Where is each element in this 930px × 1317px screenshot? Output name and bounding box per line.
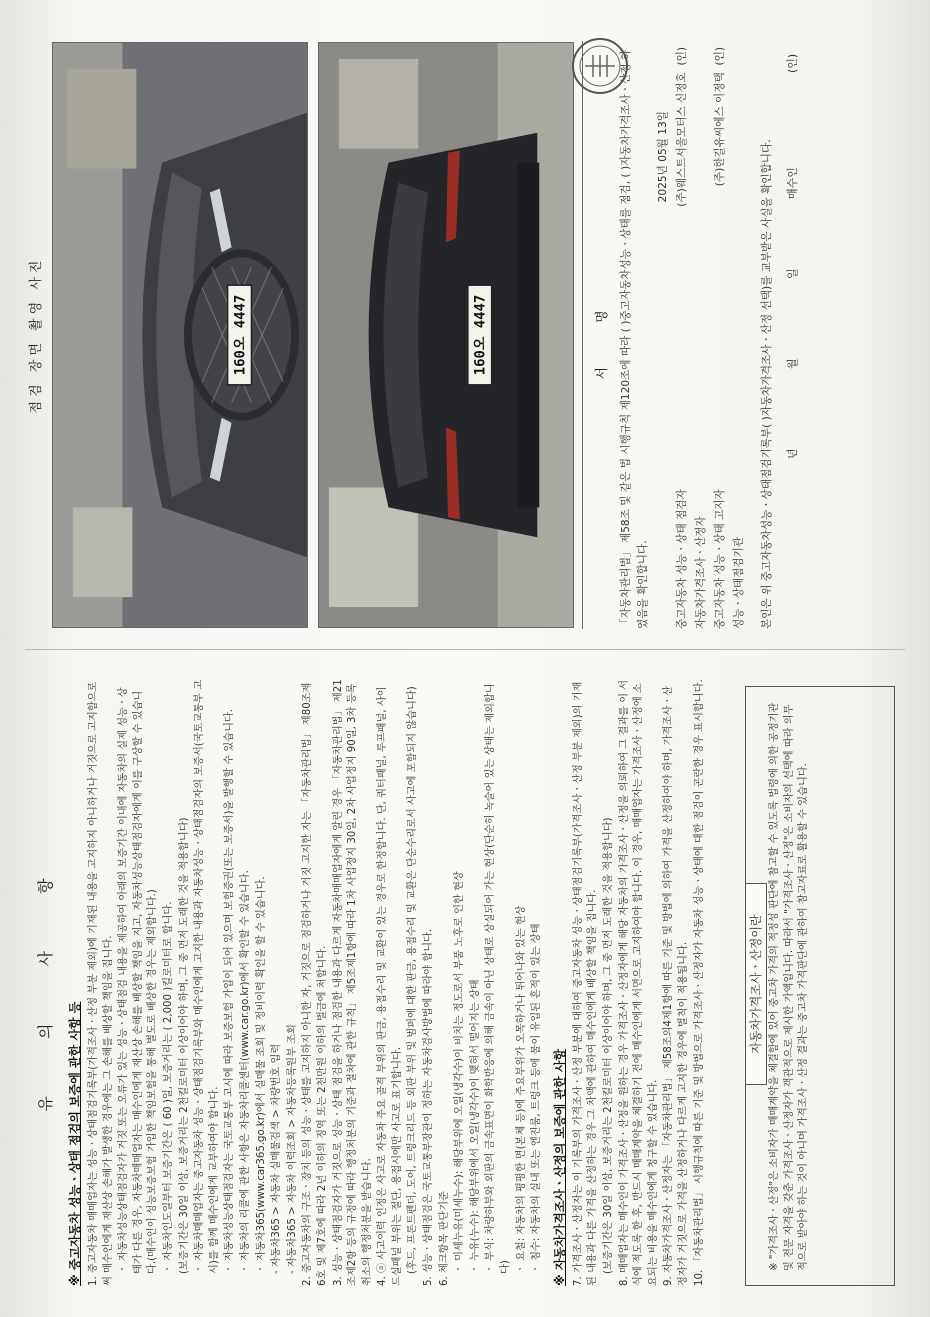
- signature-row-value: (주)웨스트서울모터스 신정호: [676, 72, 688, 207]
- official-seal-icon: [571, 37, 629, 95]
- month-label: 월: [786, 358, 799, 369]
- photo-signature-panel: [15, 35, 915, 635]
- price-info-box-text: ※ "가격조사ㆍ산정"은 소비자가 매매계약을 체결함에 있어 중고차 가격의 적정성 판단에 참고할 수 있도록 법령에 의한 공정기관 및 전문 자격을 갖춘 가격조사ㆍ산정자가 객관적으로 제시한 가액입니다. 따라서 "가격조사ㆍ산정"은 소비자의 선택에 따라 의무적으로 받아야 하는 것이 아니며 가격조사ㆍ산정 결과는 중고차 가격판단에 관하여 참고자료로 활용할 수 있습니다.: [769, 702, 810, 1271]
- signature-row-label: 중고자동차 성능ㆍ상태 고지자: [714, 489, 726, 629]
- notice-item: - 자동차365 > 자동차 이력조회 > 자동차등록원부 조회: [286, 1024, 298, 1274]
- signature-statement: 「자동차관리법」 제58조 및 같은 법 시행규칙 제120조에 따라 ( )중고자동차성능ㆍ상태를 점검, ( )자동차가격조사ㆍ산정 하였음을 확인합니다.: [620, 49, 649, 629]
- notice-list-2: [572, 678, 707, 1286]
- section-2-title: ※ 자동차가격조사ㆍ산정의 보증에 관한 사항: [552, 1048, 567, 1286]
- signature-row-label: 성능ㆍ상태점검기관: [733, 536, 745, 629]
- photo-section-title: 점검 장면 촬영 사진: [29, 256, 44, 414]
- notice-item: (보증기간은 30일 이상, 보증거리는 2천킬로미터 이상이어야 하며, 그 중 먼저 도래한 것을 적용합니다): [178, 817, 190, 1274]
- signature-row-mark: (인): [676, 47, 688, 66]
- notice-item: - 자동차365 > 자동차 실매물검색 > 차량번호 입력: [271, 1043, 283, 1274]
- price-info-box-title: 자동차가격조사ㆍ산정이란: [745, 883, 767, 1085]
- panel-divider: [25, 649, 905, 650]
- notice-item: 10. 「자동차관리법」 시행규칙에 따른 기준 및 방법으로 가격조사ㆍ산정자가 자동차 성능ㆍ상태에 대한 점검이 곤란한 경우 표시합니다.: [693, 679, 705, 1286]
- buyer-mark: (인): [786, 53, 799, 73]
- signature-row: [673, 41, 692, 629]
- notice-item: (보증기간은 30일 이상, 보증거리는 2천킬로미터 이상이어야 하며, 그 중 먼저 도래한 것을 적용합니다): [603, 817, 614, 1274]
- signature-row: [711, 41, 730, 629]
- notice-item: 7. 가격조사ㆍ산정자는 이 기록부의 가격조사ㆍ산정 부분에 대하여 중고자동차 성능ㆍ상태점검기록부(가격조사ㆍ산정 부분 제외)의 기재된 내용과 다른 가격을 산정하는 경우 그 차액에 관하여 매수인에게 배상할 책임을 집니다.: [572, 681, 599, 1286]
- notice-item: 2. 중고자동차의 구조ㆍ장치 등의 성능ㆍ상태를 고지하지 아니한 자, 거짓으로 점검하거나 거짓 고지한 자는 「자동차관리법」 제80조제6호 및 제7호에 따라 2년 이하의 징역 또는 2천만원 이하의 벌금에 처합니다.: [302, 682, 328, 1286]
- notice-item: 1. 중고자동차 매매업자는 성능ㆍ상태점검기록부(가격조사ㆍ산정 부분 제외)에 기재된 내용을 고지하지 아니하거나 거짓으로 고지함으로써 매수인에게 재산상 손해가 발생한 경우에는 그 손해를 배상할 책임을 집니다.: [88, 681, 114, 1286]
- notice-item: ㆍ 누유(누수): 해당부위에서 오일(냉각수)이 맺혀서 떨어지는 상태: [469, 979, 481, 1274]
- notice-item: ㆍ 자동차의 리콜에 관한 사항은 자동차리콜센터(www.car.go.kr)에서 확인할 수 있습니다.: [239, 870, 251, 1274]
- front-photo-image: [53, 43, 307, 627]
- notice-item: ㆍ 미세누유(미세누수): 해당부위에 오일(냉각수)이 비치는 정도로서 부품 노후로 인한 현상: [454, 871, 466, 1274]
- notice-item: 3. 성능ㆍ상태점검자가 거짓으로 성능ㆍ상태 점검을 하거나 점검한 내용과 다르게 자동차매매업자에게 알린 경우 「자동차관리법」 제21조제2항 등의 규정에 따라 행정처분의 기준과 절차에 관한 규칙」 제5조제1항에 따라 1차 사업정지 30일, 2차 사업정지 90일, 3차 등록취소의 행정처분을 받습니다.: [332, 679, 373, 1286]
- notice-item: 9. 자동차가격조사ㆍ산정자는 「자동차관리법」 제58조의4제1항에 따른 기준 및 방법에 의하여 가격을 산정하여야 하며, 가격조사ㆍ산정자가 거짓으로 가격을 산정하거나 다르게 고지한 경우에 벌칙이 적용됩니다.: [663, 685, 689, 1286]
- signature-title: 서 명: [582, 41, 610, 629]
- notice-item: ㆍ 요철: 자동차의 평평한 면(본체 등)에 주요부위가 오목하거나 튀어나와 있는 현상: [515, 905, 527, 1274]
- price-info-box: [745, 686, 895, 1286]
- notice-item: (후드, 프론트펜더, 도어, 트렁크리드 등 외판 부위 및 범퍼에 대한 판금, 용접수리 및 교환은 단순수리로서 사고에 포함되지 않습니다): [407, 686, 419, 1274]
- signature-row-label: 중고자동차 성능ㆍ상태 점검자: [676, 489, 688, 629]
- signature-row: [730, 41, 749, 629]
- rear-photo-image: [319, 43, 573, 627]
- notice-item: ㆍ 자동차성능상태점검자는 국토교통부 고시에 따라 보증보험 가입이 되어 있으며 보험증권(또는 보증서)을 발행할 수 있습니다.: [224, 708, 236, 1274]
- notice-item: ㆍ 자동차인도일부터 보증기간은 ( 60 )일, 보증거리는 ( 2,000 )킬로미터로 합니다.: [162, 901, 174, 1274]
- rear-plate-text: 160오 4447: [472, 294, 489, 376]
- signature-row-value: (주)한길유씨에스 이정택: [714, 72, 726, 187]
- notice-item: ㆍ 자동차성능상태점검자가 거짓 또는 오류가 있는 성능ㆍ상태점검 내용을 제공하여 아래의 보증기간 이내에 자동차의 실제 성능ㆍ상태가 다른 경우, 자동차매매업자는 매수인에게 재산상 손해를 배상할 책임을 지고, 자동차성능상태점검자에게 이를 구상할 수 있습니다.(매수인이 성능보증보험 가입한 책임보험을 통해 별도로 배상한 경우는 제외합니다.): [118, 687, 159, 1274]
- front-photo: [52, 42, 308, 628]
- rear-photo: [318, 42, 574, 628]
- notice-item: ㆍ 부식: 차량하부와 외판의 금속표면이 화학반응에 의해 금속이 아닌 상태로 상실되어 가는 현상(단순히 녹슬어 있는 상태는 제외합니다): [485, 683, 512, 1274]
- notice-list: [87, 678, 545, 1286]
- notice-item: 6. 체크항목 판단기준: [438, 1191, 450, 1286]
- rotated-document: [15, 20, 915, 1300]
- year-label: 년: [786, 448, 799, 459]
- signature-date: 2025년 05월 13일: [657, 111, 669, 203]
- buyer-label: 매수인: [786, 167, 799, 199]
- signature-row: [692, 41, 711, 629]
- notice-item: ㆍ 침수: 자동차의 실내 또는 엔진룸, 트렁크 등에 물이 유입된 흔적이 있는 상태: [531, 923, 543, 1274]
- day-label: 일: [786, 268, 799, 279]
- section-1-title: ※ 중고자동차 성능ㆍ상태 점검의 보증에 관한 사항 등: [68, 1001, 82, 1286]
- notice-item: 4. ⓐ 사고이력 인정은 사고로 자동차 주요 골격 부위의 판금, 용접수리 및 교환이 있는 경우로 한정합니다. 단, 쿼터패널, 루프패널, 사이드실패널 부위는 절단, 용접시에만 사고로 표기합니다.: [377, 686, 403, 1286]
- notice-title: 유 의 사 항: [36, 852, 55, 1112]
- notice-item: 8. 매매업자는 매수인이 가격조사ㆍ산정을 원하는 경우 가격조사ㆍ산정자에게 해당 자동차의 가격조사ㆍ산정을 의뢰하여 그 결과를 이 서식에 적도록 한 후, 반드시 매매계약을 체결하기 전에 매수인에게 서면으로 고지하여야 합니다. 이 경우, 매매업자는 가격조사ㆍ산정에 소요되는 비용을 매수인에게 청구할 수 있습니다.: [618, 679, 659, 1286]
- final-statement: 본인은 위 중고자동차성능ㆍ상태점검기록부( )자동차가격조사ㆍ산정 선택)를 교부받은 사실을 확인합니다.: [761, 139, 773, 629]
- signature-row-label: 자동차가격조사ㆍ산정자: [695, 516, 707, 629]
- front-plate-text: 160오 4447: [232, 294, 249, 376]
- signature-row-mark: (인): [714, 47, 726, 66]
- notice-item: 5. 성능ㆍ상태점검은 국토교통부장관이 정하는 자동차검사방법에 따라야 합니다.: [423, 928, 435, 1286]
- buyer-row: [784, 41, 806, 629]
- notice-item: ㆍ 자동차매매업자는 중고자동차 성능ㆍ상태점검기록부와 매수인에게 고지한 내용과 자동차성능ㆍ상태점검자의 보증서(국토교통부 고시)를 함께 매수인에게 교부하여야 합니다.: [194, 679, 220, 1274]
- notice-item: ㆍ 자동차365(www.car365.go.kr)에서 실매물 조회 및 정비이력 확인을 할 수 있습니다.: [255, 876, 267, 1274]
- notice-panel: [15, 660, 915, 1300]
